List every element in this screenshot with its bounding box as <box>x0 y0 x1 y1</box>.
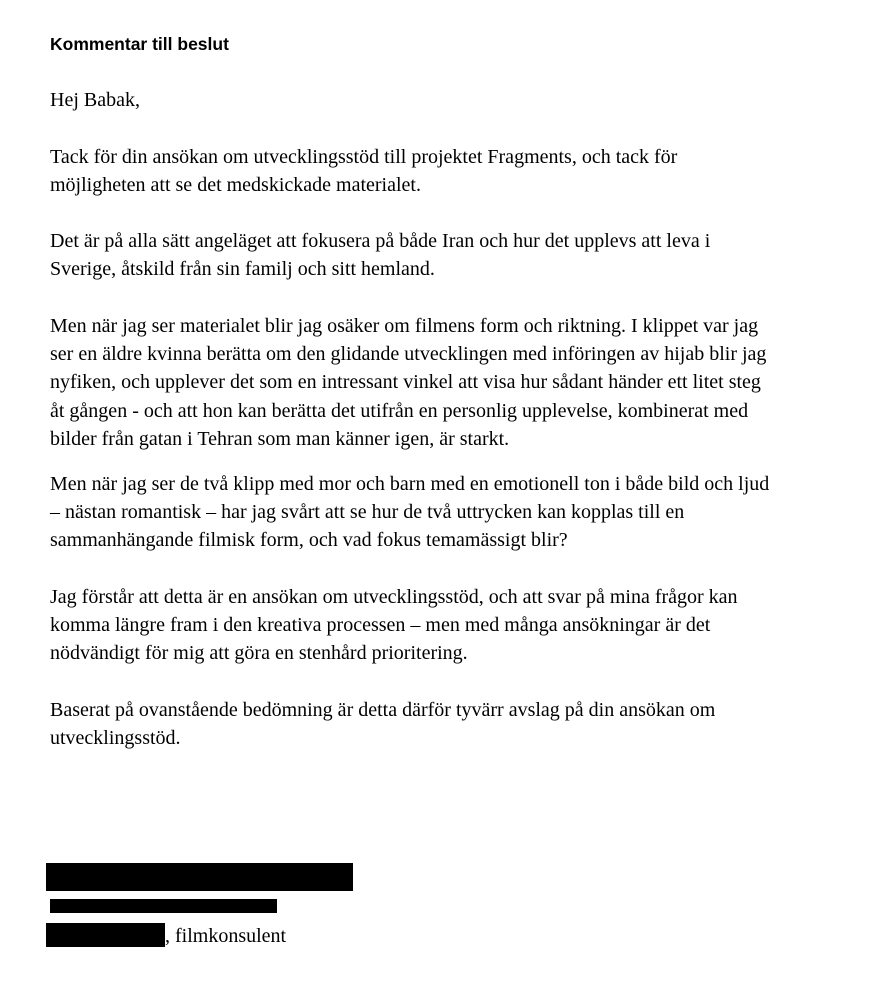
paragraph-line: Baserat på ovanstående bedömning är detta därför tyvärr avslag på din ansökan om <box>50 699 716 721</box>
signature-role: , filmkonsulent <box>165 925 287 947</box>
paragraph-line: Tack för din ansökan om utvecklingsstöd till projektet Fragments, och tack för <box>50 146 678 168</box>
paragraph-line: åt gången - och att hon kan berätta det utifrån en personlig upplevelse, kombinerat med <box>50 399 749 422</box>
paragraph-6 <box>50 696 860 752</box>
paragraph-line: – nästan romantisk – har jag svårt att se hur de två uttrycken kan kopplas till en <box>50 501 685 524</box>
paragraph-4 <box>50 470 860 555</box>
redacted-title-block <box>50 899 277 913</box>
paragraph-line: Men när jag ser materialet blir jag osäker om filmens form och riktning. I klippet var jag <box>50 315 759 337</box>
paragraph-line: Jag förstår att detta är en ansökan om utvecklingsstöd, och att svar på mina frågor kan <box>50 586 738 608</box>
paragraph-line: sammanhängande filmisk form, och vad fokus temamässigt blir? <box>50 529 568 552</box>
paragraph-line: nyfiken, och upplever det som en intressant vinkel att visa hur sådant händer ett litet steg <box>50 371 761 394</box>
document-heading: Kommentar till beslut <box>50 34 229 54</box>
paragraph-line: bilder från gatan i Tehran som man känner igen, är starkt. <box>50 427 510 450</box>
paragraph-1 <box>50 143 860 199</box>
paragraph-line: Det är på alla sätt angeläget att fokusera på både Iran och hur det upplevs att leva i <box>50 230 711 252</box>
paragraph-5 <box>50 583 860 668</box>
redacted-signer-block <box>46 923 165 947</box>
paragraph-line: komma längre fram i den kreativa processen – men med många ansökningar är det <box>50 614 711 637</box>
paragraph-line: Men när jag ser de två klipp med mor och barn med en emotionell ton i både bild och ljud <box>50 473 770 495</box>
paragraph-2 <box>50 227 860 283</box>
paragraph-line: möjligheten att se det medskickade materialet. <box>50 174 421 197</box>
paragraph-line: Sverige, åtskild från sin familj och sitt hemland. <box>50 258 435 281</box>
paragraph-line: ser en äldre kvinna berätta om den glidande utvecklingen med införingen av hijab blir jag <box>50 343 767 366</box>
paragraph-line: utvecklingsstöd. <box>50 727 181 750</box>
greeting-line: Hej Babak, <box>50 89 140 111</box>
paragraph-line: nödvändigt för mig att göra en stenhård prioritering. <box>50 642 468 665</box>
paragraph-3 <box>50 312 860 453</box>
greeting <box>50 86 860 114</box>
redacted-name-block <box>46 863 353 891</box>
